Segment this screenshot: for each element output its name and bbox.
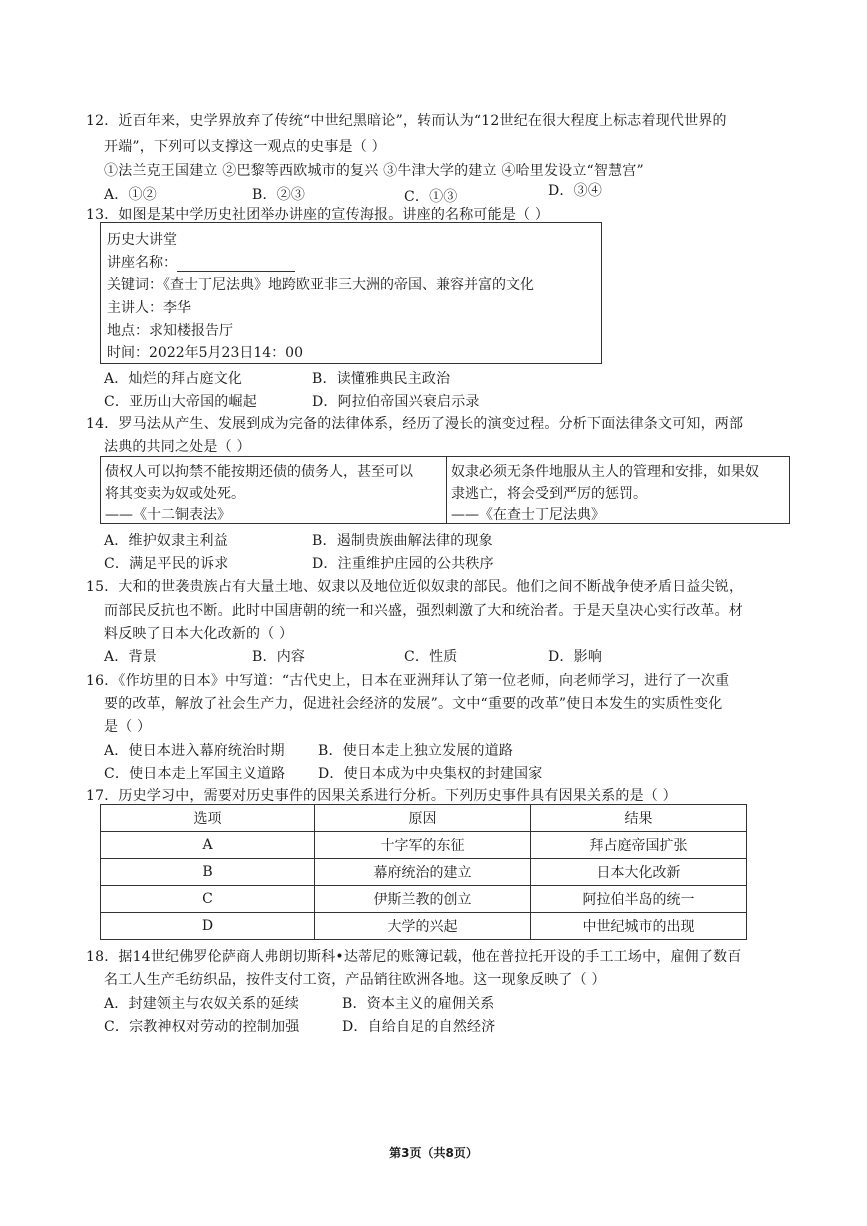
- q18-stem-line1: 18．据14世纪佛罗伦萨商人弗朗切斯科•达蒂尼的账簿记载，他在普拉托开设的手工工场中，雇佣了数百: [86, 949, 742, 965]
- q18-option-a[interactable]: A．封建领主与农奴关系的延续: [104, 996, 299, 1012]
- q13-option-a[interactable]: A．灿烂的拜占庭文化: [104, 371, 243, 387]
- q12-stem-line2: 开端”，下列可以支撑这一观点的史事是（ ）: [104, 139, 386, 155]
- q15-option-b[interactable]: B．内容: [252, 649, 306, 665]
- q15-stem-line3: 料反映了日本大化改新的（ ）: [104, 626, 294, 642]
- q12-option-b[interactable]: B．②③: [252, 187, 306, 203]
- law-compare-box: [100, 456, 790, 524]
- q14-option-d[interactable]: D．注重维护庄园的公共秩序: [312, 556, 494, 572]
- q16-stem-line3: 是（ ）: [104, 719, 152, 735]
- q18-option-d[interactable]: D．自给自足的自然经济: [342, 1019, 496, 1035]
- row-result: 阿拉伯半岛的统一: [531, 886, 747, 913]
- poster-title: 历史大讲堂: [107, 232, 177, 248]
- row-option: A: [101, 832, 315, 859]
- q14-option-a[interactable]: A．维护奴隶主利益: [104, 533, 228, 549]
- q15-stem-line1: 15．大和的世袭贵族占有大量土地、奴隶以及地位近似奴隶的部民。他们之间不断战争使矛盾日益尖锐，: [86, 579, 744, 595]
- q18-stem-line2: 名工人生产毛纺织品，按件支付工资，产品销往欧洲各地。这一现象反映了（ ）: [104, 972, 606, 988]
- q12-items: ①法兰克王国建立 ②巴黎等西欧城市的复兴 ③牛津大学的建立 ④哈里发设立“智慧宫”: [104, 163, 644, 179]
- table-header-row: [101, 805, 747, 832]
- poster-keywords: 关键词：《查士丁尼法典》地跨欧亚非三大洲的帝国、兼容并富的文化: [107, 277, 534, 293]
- q15-stem-line2: 而部民反抗也不断。此时中国唐朝的统一和兴盛，强烈刺激了大和统治者。于是天皇决心实行改革。材: [104, 603, 743, 619]
- q16-stem-line2: 要的改革，解放了社会生产力，促进社会经济的发展”。文中“重要的改革”使日本发生的实质性变化: [104, 696, 723, 712]
- law-left-source: ——《十二铜表法》: [105, 507, 231, 523]
- row-option: D: [101, 913, 315, 940]
- q12-option-c[interactable]: C．①③: [404, 189, 458, 205]
- q14-stem-line2: 法典的共同之处是（ ）: [104, 439, 251, 455]
- q14-option-c[interactable]: C．满足平民的诉求: [104, 556, 229, 572]
- q16-option-c[interactable]: C．使日本走上军国主义道路: [104, 766, 286, 782]
- law-right-text2: 隶逃亡，将会受到严厉的惩罚。: [451, 486, 647, 502]
- row-cause: 大学的兴起: [315, 913, 531, 940]
- q17-stem: 17．历史学习中，需要对历史事件的因果关系进行分析。下列历史事件具有因果关系的是（ ）: [86, 788, 677, 804]
- row-option: B: [101, 859, 315, 886]
- q13-option-b[interactable]: B．读懂雅典民主政治: [312, 371, 451, 387]
- header-result: 结果: [531, 805, 747, 832]
- box-divider: [446, 457, 447, 523]
- q15-option-c[interactable]: C．性质: [404, 649, 458, 665]
- poster-name-blank: [177, 257, 295, 272]
- law-left-text1: 债权人可以拘禁不能按期还债的债务人，甚至可以: [105, 464, 413, 480]
- q16-stem-line1: 16．《作坊里的日本》中写道：“古代史上，日本在亚洲拜认了第一位老师，向老师学习，进行了一次重: [86, 673, 730, 689]
- law-right-text1: 奴隶必须无条件地服从主人的管理和安排，如果奴: [451, 464, 759, 480]
- q15-option-a[interactable]: A．背景: [104, 649, 157, 665]
- q12-stem-line1: 12．近百年来，史学界放弃了传统“中世纪黑暗论”，转而认为“12世纪在很大程度上标志着现代世界的: [86, 113, 727, 129]
- table-row: [101, 832, 747, 859]
- q13-option-d[interactable]: D．阿拉伯帝国兴衰启示录: [312, 394, 480, 410]
- q14-stem-line1: 14．罗马法从产生、发展到成为完备的法律体系，经历了漫长的演变过程。分析下面法律条文可知，两部: [86, 416, 744, 432]
- q18-option-b[interactable]: B．资本主义的雇佣关系: [342, 996, 495, 1012]
- page-number: 第3页（共8页）: [389, 1146, 478, 1160]
- q13-option-c[interactable]: C．亚历山大帝国的崛起: [104, 394, 257, 410]
- row-result: 中世纪城市的出现: [531, 913, 747, 940]
- table-row: [101, 859, 747, 886]
- q12-option-a[interactable]: A．①②: [104, 187, 157, 203]
- law-left-text2: 将其变卖为奴或处死。: [105, 486, 245, 502]
- q18-option-c[interactable]: C．宗教神权对劳动的控制加强: [104, 1019, 300, 1035]
- row-cause: 十字军的东征: [315, 832, 531, 859]
- poster-place: 地点：求知楼报告厅: [107, 323, 233, 339]
- poster-speaker: 主讲人：李华: [107, 300, 191, 316]
- q15-option-d[interactable]: D．影响: [548, 649, 603, 665]
- q16-option-d[interactable]: D．使日本成为中央集权的封建国家: [318, 766, 543, 782]
- row-result: 日本大化改新: [531, 859, 747, 886]
- poster-name-label: 讲座名称：: [107, 252, 295, 272]
- cause-effect-table: [100, 804, 747, 940]
- table-row: [101, 886, 747, 913]
- q14-option-b[interactable]: B．遏制贵族曲解法律的现象: [312, 533, 493, 549]
- q13-stem: 13．如图是某中学历史社团举办讲座的宣传海报。讲座的名称可能是（ ）: [86, 207, 550, 223]
- row-cause: 伊斯兰教的创立: [315, 886, 531, 913]
- row-result: 拜占庭帝国扩张: [531, 832, 747, 859]
- q16-option-a[interactable]: A．使日本进入幕府统治时期: [104, 743, 285, 759]
- header-cause: 原因: [315, 805, 531, 832]
- header-option: 选项: [101, 805, 315, 832]
- poster-time: 时间：2022年5月23日14：00: [107, 345, 303, 361]
- table-row: [101, 913, 747, 940]
- q12-option-d[interactable]: D．③④: [548, 183, 603, 199]
- row-option: C: [101, 886, 315, 913]
- lecture-poster: [100, 222, 602, 364]
- row-cause: 幕府统治的建立: [315, 859, 531, 886]
- law-right-source: ——《在查士丁尼法典》: [451, 507, 605, 523]
- q16-option-b[interactable]: B．使日本走上独立发展的道路: [318, 743, 514, 759]
